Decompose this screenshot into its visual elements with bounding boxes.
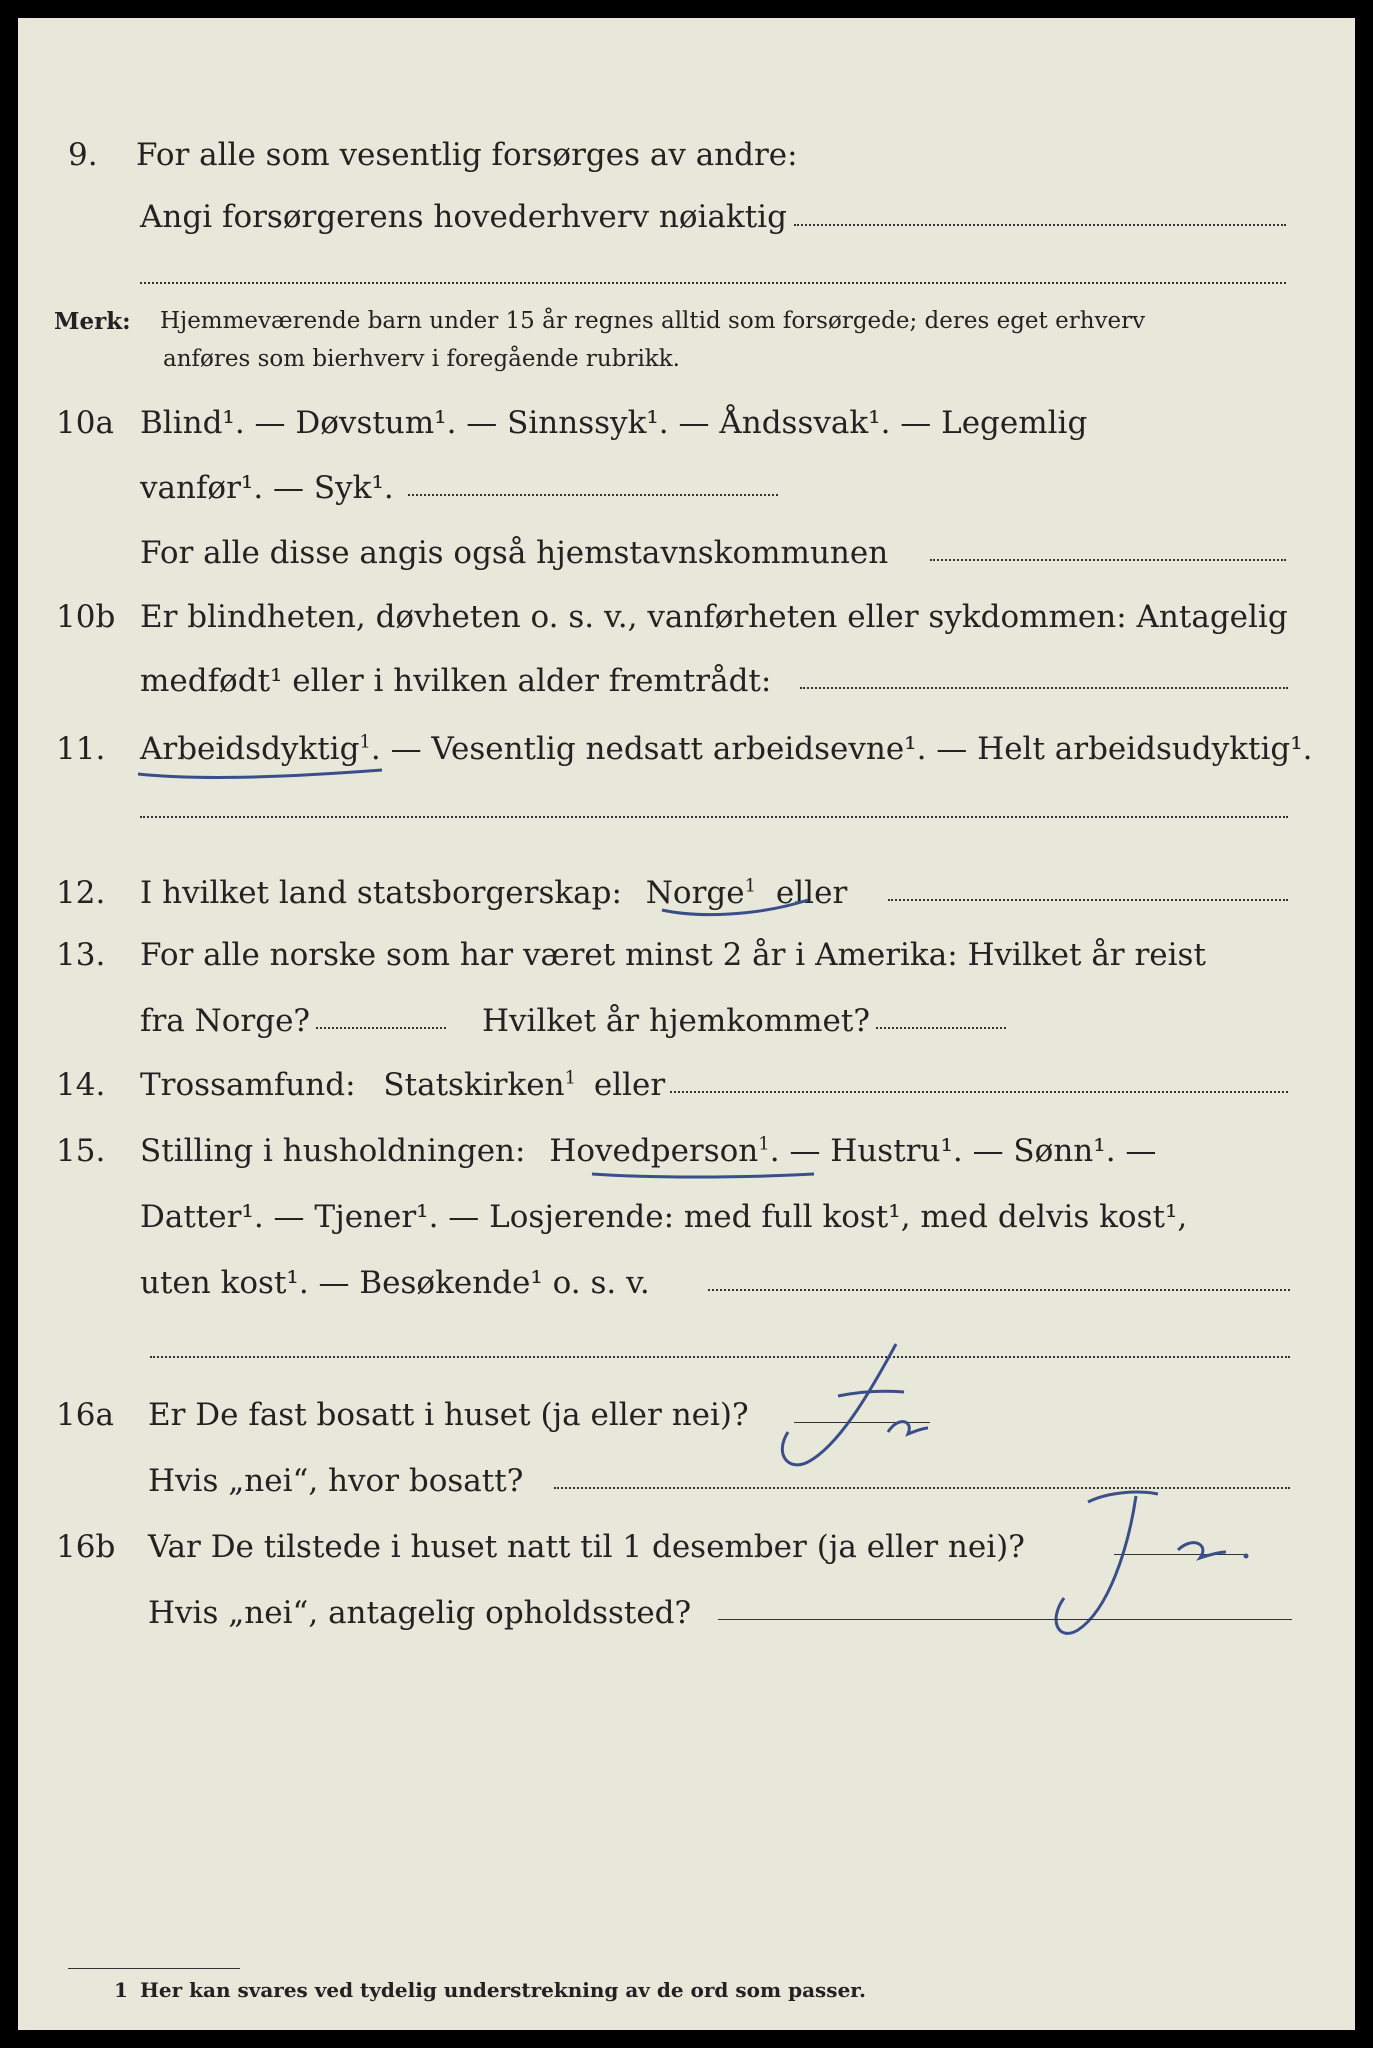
- q11-underline-mark: [136, 760, 386, 784]
- q13-line2a: fra Norge?: [140, 1003, 311, 1039]
- note-line1: Hjemmeværende barn under 15 år regnes alltid som forsørgede; deres eget erhverv: [160, 308, 1146, 334]
- q14-label: Trossamfund:: [140, 1067, 356, 1103]
- q10a-number: 10a: [56, 405, 114, 441]
- q12-answer-field[interactable]: [888, 899, 1288, 901]
- q10b-answer-field[interactable]: [800, 687, 1288, 689]
- q16a-handwritten-answer: [748, 1336, 928, 1476]
- q14-text: [140, 1067, 666, 1103]
- q16b-line2: Hvis „nei“, antagelig opholdssted?: [148, 1595, 692, 1631]
- q15-line3: uten kost¹. — Besøkende¹ o. s. v.: [140, 1265, 650, 1301]
- q10b-line2: medfødt¹ eller i hvilken alder fremtrådt:: [140, 663, 772, 699]
- q15-number: 15.: [56, 1133, 106, 1169]
- q12-option-norge[interactable]: Norge: [645, 875, 745, 911]
- q15-answer-field[interactable]: [708, 1289, 1290, 1291]
- q11-number: 11.: [56, 731, 106, 767]
- q10b-line1: Er blindheten, døvheten o. s. v., vanførheten eller sykdommen: Antagelig: [140, 599, 1288, 635]
- q10a-line1: Blind¹. — Døvstum¹. — Sinnssyk¹. — Åndssvak¹. — Legemlig: [140, 405, 1088, 441]
- q16a-line1: Er De fast bosatt i huset (ja eller nei)?: [148, 1397, 749, 1433]
- q10a-line2: vanfør¹. — Syk¹.: [140, 470, 394, 506]
- q9-answer-field-2[interactable]: [140, 282, 1286, 284]
- q15-rest: . — Hustru¹. — Sønn¹. —: [769, 1133, 1157, 1169]
- q9-line2: Angi forsørgerens hovederhverv nøiaktig: [140, 199, 787, 235]
- q16b-line1: Var De tilstede i huset natt til 1 desember (ja eller nei)?: [148, 1529, 1025, 1565]
- footnote-text: Her kan svares ved tydelig understrekning av de ord som passer.: [140, 1978, 866, 2002]
- q13-number: 13.: [56, 937, 106, 973]
- q13-departure-year-field[interactable]: [316, 1027, 446, 1029]
- q15-sup: 1: [758, 1133, 770, 1155]
- q12-label: I hvilket land statsborgerskap:: [140, 875, 622, 911]
- q9-line1: For alle som vesentlig forsørges av andre:: [136, 137, 798, 173]
- note-line2: anføres som bierhverv i foregående rubrikk.: [163, 346, 680, 372]
- q12-underline-mark: [658, 892, 818, 922]
- q13-line1: For alle norske som har været minst 2 år i Amerika: Hvilket år reist: [140, 937, 1206, 973]
- q15-line2: Datter¹. — Tjener¹. — Losjerende: med full kost¹, med delvis kost¹,: [140, 1199, 1188, 1235]
- q14-number: 14.: [56, 1067, 106, 1103]
- footnote-mark: 1: [114, 1978, 128, 2002]
- q12-number: 12.: [56, 875, 106, 911]
- q15-option-hovedperson[interactable]: Hovedperson: [549, 1133, 759, 1169]
- q12-or: eller: [775, 875, 848, 911]
- q16a-line2: Hvis „nei“, hvor bosatt?: [148, 1463, 524, 1499]
- q15-answer-field-2[interactable]: [150, 1356, 1290, 1358]
- q15-underline-mark: [590, 1162, 820, 1184]
- q14-sup: 1: [564, 1067, 577, 1089]
- footnote-divider: [68, 1968, 240, 1969]
- q16b-handwritten-answer: [1028, 1480, 1268, 1650]
- q14-answer-field[interactable]: [670, 1091, 1288, 1093]
- q10a-answer-field[interactable]: [408, 494, 778, 496]
- q14-option-statskirken[interactable]: Statskirken: [383, 1067, 565, 1103]
- q11-answer-field[interactable]: [140, 816, 1288, 818]
- q12-sup: 1: [744, 875, 757, 897]
- q16a-number: 16a: [56, 1397, 114, 1433]
- q16b-number: 16b: [56, 1529, 116, 1565]
- q10a-line3: For alle disse angis også hjemstavnskommunen: [140, 535, 889, 571]
- q14-or: eller: [593, 1067, 666, 1103]
- q11-option-arbeidsdyktig[interactable]: Arbeidsdyktig: [140, 731, 360, 767]
- q11-sup: 1: [359, 731, 371, 753]
- q13-line2b: Hvilket år hjemkommet?: [482, 1003, 870, 1039]
- q9-number: 9.: [68, 137, 98, 173]
- form-page: [18, 18, 1355, 2030]
- q10a-municipality-field[interactable]: [930, 559, 1286, 561]
- q15-label: Stilling i husholdningen:: [140, 1133, 526, 1169]
- q9-answer-field[interactable]: [794, 224, 1286, 226]
- note-label: Merk:: [54, 308, 131, 335]
- q13-return-year-field[interactable]: [876, 1027, 1006, 1029]
- q11-rest: . — Vesentlig nedsatt arbeidsevne¹. — Helt arbeidsudyktig¹.: [370, 731, 1313, 767]
- q16b-location-field[interactable]: [718, 1619, 1292, 1620]
- q10b-number: 10b: [56, 599, 116, 635]
